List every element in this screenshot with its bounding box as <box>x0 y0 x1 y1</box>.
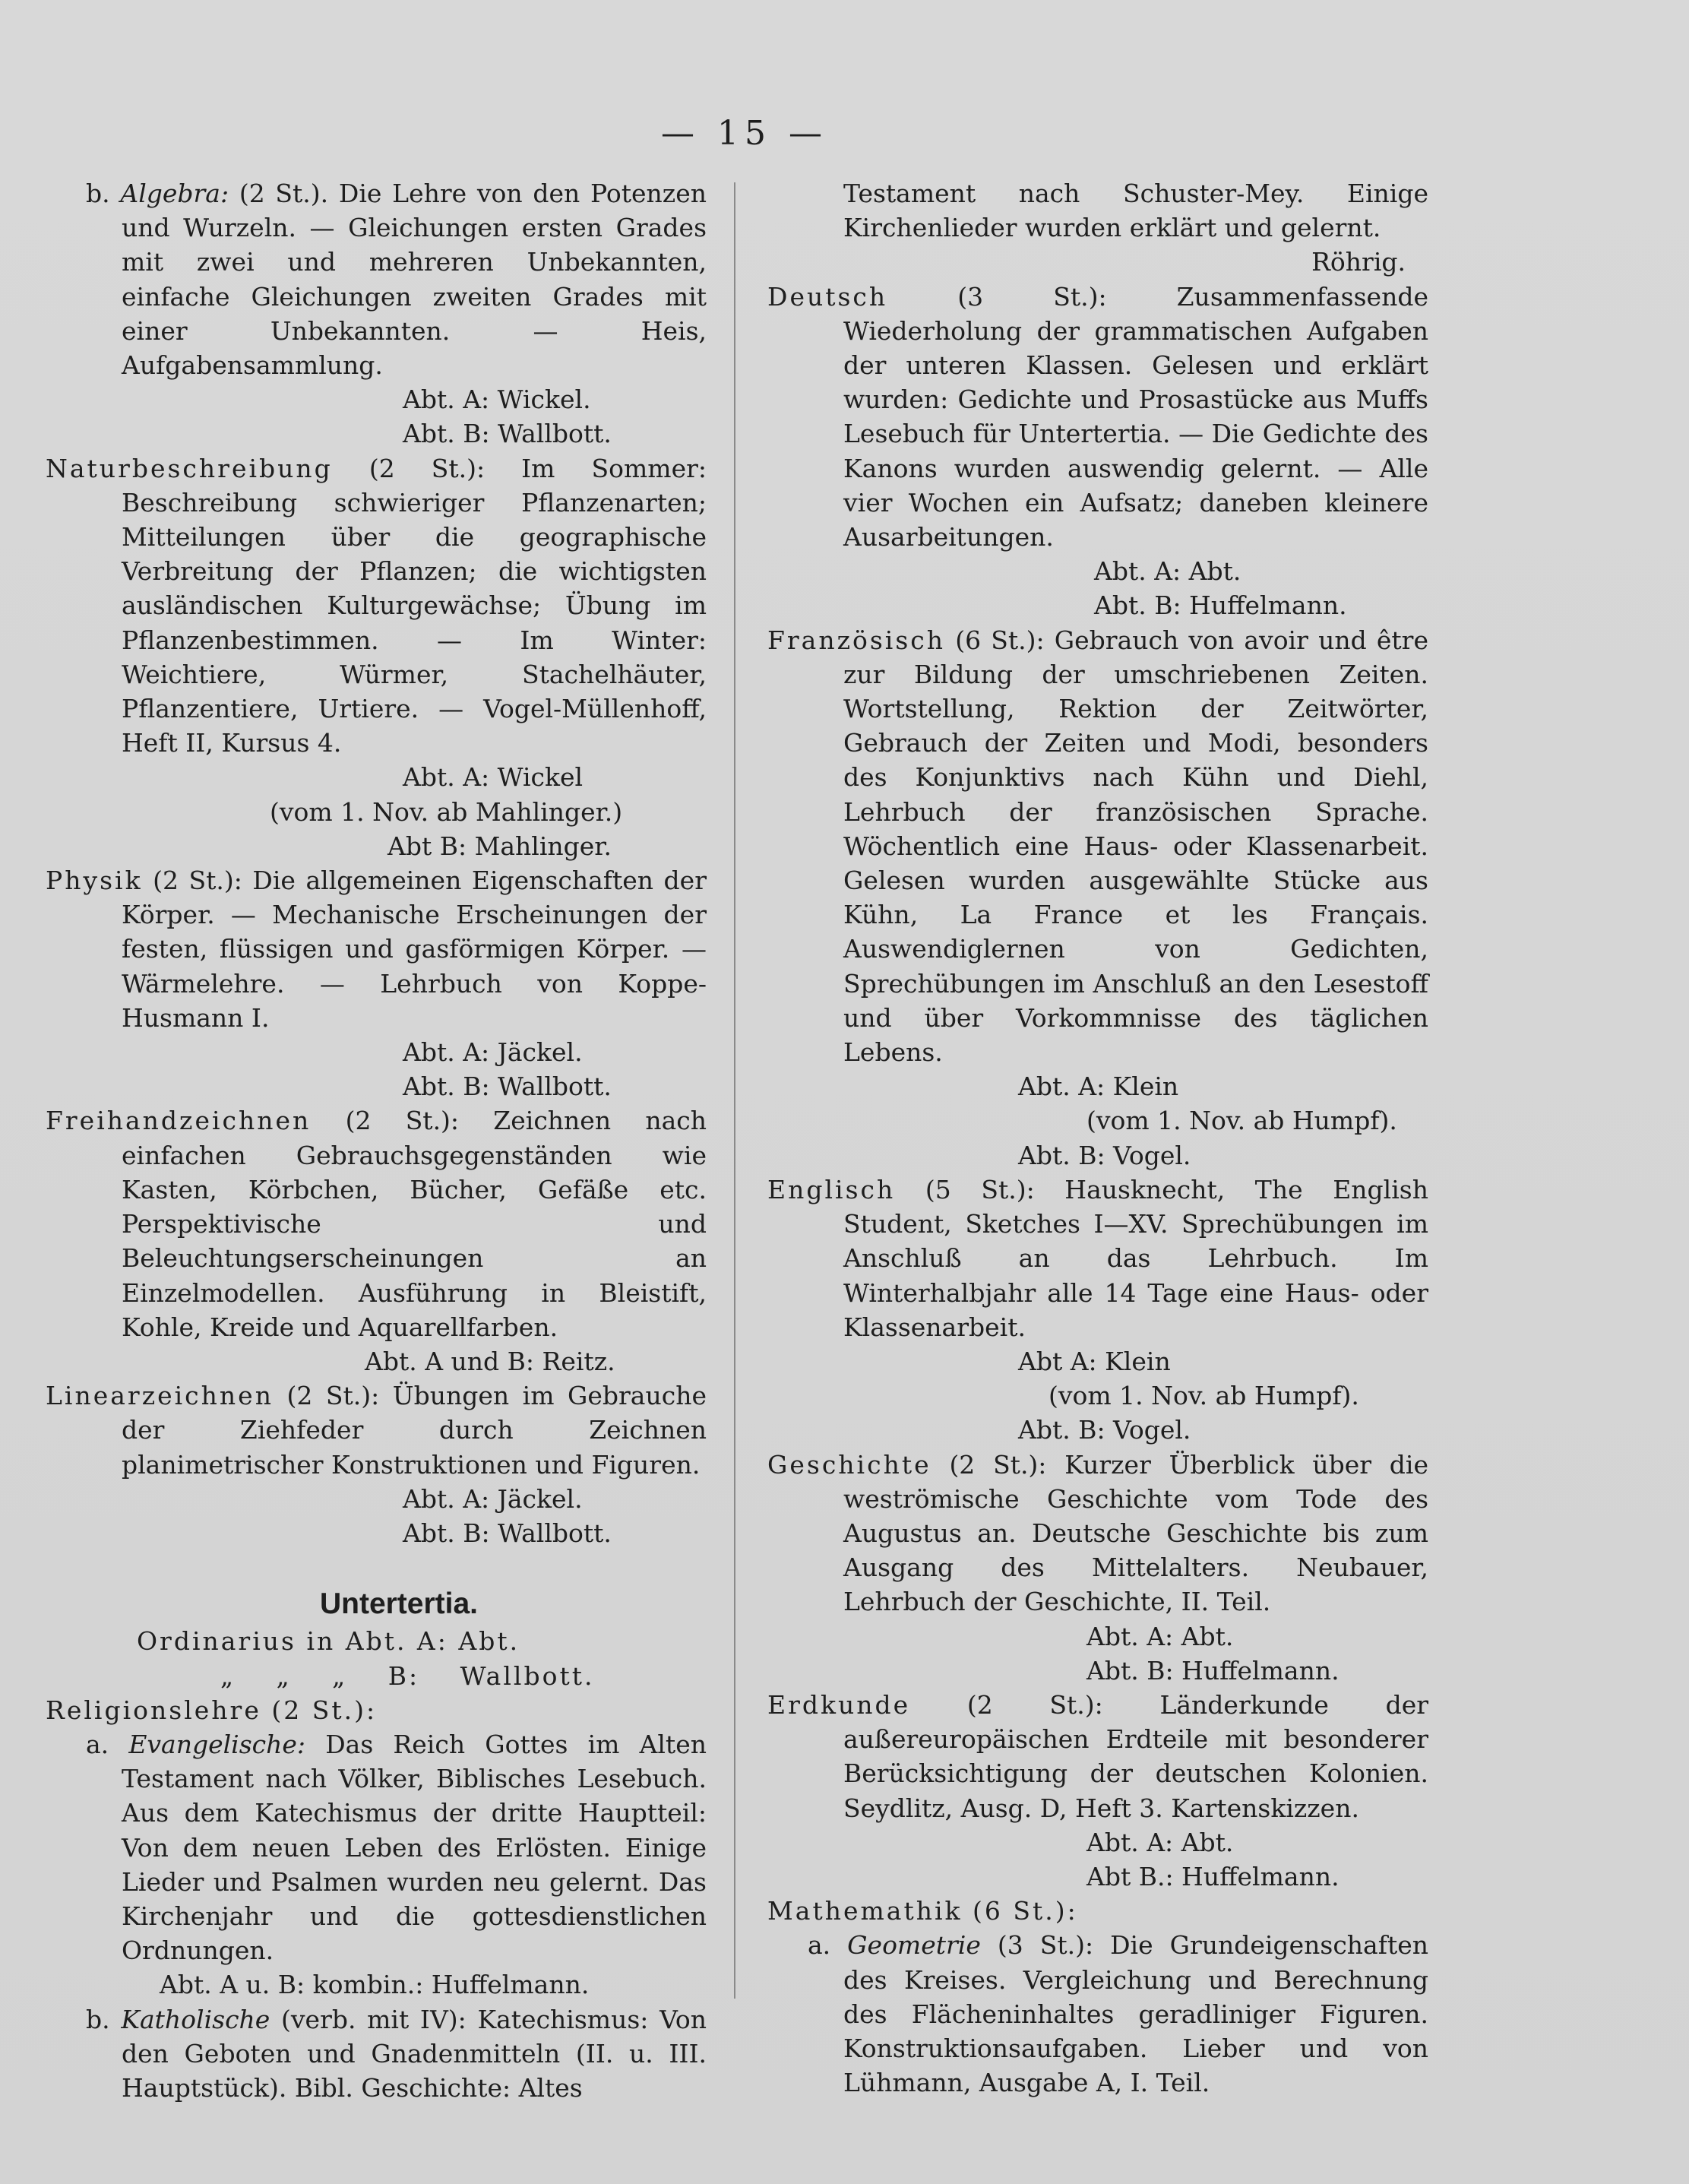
teacher-line: Abt. B: Huffelmann. <box>1094 590 1347 621</box>
teacher-line: Abt. A: Abt. <box>1094 556 1241 587</box>
teacher-line: Abt. A: Jäckel. <box>403 1037 583 1068</box>
teacher-line: Abt. B: Wallbott. <box>403 1071 612 1102</box>
teacher-line: Abt. B: Wallbott. <box>403 1518 612 1548</box>
subject-title: Geschichte <box>767 1449 931 1480</box>
physik-paragraph <box>46 863 707 1035</box>
franzoesisch-paragraph <box>767 623 1428 1070</box>
subject-title: Erdkunde <box>767 1689 911 1720</box>
section-heading: Untertertia. <box>319 1587 479 1621</box>
subject-label: Katholische <box>121 2004 270 2034</box>
teacher-line: Abt. A: Klein <box>1018 1071 1179 1102</box>
left-column <box>46 176 707 2105</box>
subject-label: Evangelische: <box>128 1729 306 1759</box>
paragraph-text: (2 St.): Die allgemeinen Eigenschaften der Körper. — Mechanische Erscheinungen der festen, flüssigen und gasförmigen Körper. — Wärmelehre. — Lehrbuch von Koppe-Husmann I. <box>122 866 707 1033</box>
item-marker: b. <box>86 2004 110 2034</box>
paragraph-text: (verb. mit IV): Katechismus: Von den Geboten und Gnadenmitteln (II. u. III. Hauptstück). Bibl. Geschichte: Altes <box>122 2004 707 2103</box>
paragraph-text: (2 St.): Zeichnen nach einfachen Gebrauchsgegenständen wie Kasten, Körbchen, Bücher, Gefäße etc. Perspektivische und Beleuchtungserscheinungen an Einzelmodellen. Ausführung in Bleistift, Kohle, Kreide und Aquarellfarben. <box>122 1106 707 1342</box>
subject-label: Geometrie <box>847 1930 981 1961</box>
englisch-paragraph <box>767 1173 1428 1344</box>
teacher-line: Abt. A u. B: kombin.: Huffelmann. <box>160 1970 590 2000</box>
algebra-paragraph <box>46 176 707 382</box>
teacher-line: Abt. A und B: Reitz. <box>365 1346 615 1376</box>
teacher-line: Abt. A: Jäckel. <box>403 1483 583 1514</box>
geometrie-paragraph <box>767 1928 1428 2100</box>
teacher-line: Abt. B: Vogel. <box>1018 1140 1191 1170</box>
teacher-line: Abt. A: Wickel. <box>403 385 591 415</box>
teacher-line: Abt. B: Wallbott. <box>403 419 612 449</box>
paragraph-text: (3 St.): Die Grundeigenschaften des Kreises. Vergleichung und Berechnung des Flächeninhaltes geradliniger Figuren. Konstruktionsaufgaben. Lieber und von Lühmann, Ausgabe A, I. Teil. <box>843 1930 1428 2098</box>
subject-title: Freihandzeichnen <box>46 1106 312 1136</box>
teacher-line: Abt B.: Huffelmann. <box>1086 1861 1339 1891</box>
freihandzeichnen-paragraph <box>46 1103 707 1344</box>
deutsch-paragraph <box>767 280 1428 555</box>
item-marker: b. <box>86 179 110 208</box>
paragraph-text: (2 St.): Länderkunde der außereuropäischen Erdteile mit besonderer Berücksichtigung der deutschen Kolonien. Seydlitz, Ausg. D, Heft 3. Kartenskizzen. <box>843 1689 1429 1823</box>
paragraph-text: Das Reich Gottes im Alten Testament nach Völker, Biblisches Lesebuch. Aus dem Katechismus der dritte Hauptteil: Von dem neuen Leben des Erlösten. Einige Lieder und Psalmen wurden neu gelernt. Das Kirchenjahr und die gottesdienstlichen Ordnungen. <box>122 1729 707 1966</box>
right-column <box>767 176 1428 2100</box>
teacher-line: Abt. B: Vogel. <box>1018 1415 1191 1445</box>
religion-continuation: Testament nach Schuster-Mey. Einige Kirchenlieder wurden erklärt und gelernt. <box>843 179 1428 243</box>
teacher-line: (vom 1. Nov. ab Mahlinger.) <box>270 796 623 827</box>
paragraph-text: (5 St.): Hausknecht, The English Student, Sketches I—XV. Sprechübungen im Anschluß an das Lehrbuch. Im Winterhalbjahr alle 14 Tage eine Haus- oder Klassenarbeit. <box>843 1174 1428 1342</box>
paragraph-text: (2 St.): Übungen im Gebrauche der Ziehfeder durch Zeichnen planimetrischer Konstruktionen und Figuren. <box>122 1381 707 1480</box>
subject-title: Französisch <box>767 625 946 655</box>
linearzeichnen-paragraph <box>46 1378 707 1482</box>
religion-evangelisch-paragraph <box>46 1727 707 1967</box>
teacher-line: Abt A: Klein <box>1018 1346 1171 1376</box>
teacher-line: Abt B: Mahlinger. <box>387 831 612 861</box>
paragraph-text: (3 St.): Zusammenfassende Wiederholung der grammatischen Aufgaben der unteren Klassen. Gelesen und erklärt wurden: Gedichte und Prosastücke aus Muffs Lesebuch für Untertertia. — Die Gedichte des Kanons wurden auswendig gelernt. — Alle vier Wochen ein Aufsatz; daneben kleinere Ausarbeitungen. <box>843 281 1428 552</box>
subject-title: Linearzeichnen <box>46 1381 274 1411</box>
paragraph-text: (2 St.): Kurzer Überblick über die weströmische Geschichte vom Tode des Augustus an. Deutsche Geschichte bis zum Ausgang des Mittelalters. Neubauer, Lehrbuch der Geschichte, II. Teil. <box>843 1449 1428 1617</box>
teacher-line: Röhrig. <box>1311 247 1406 277</box>
subject-title: Naturbeschreibung <box>46 453 333 483</box>
teacher-line: (vom 1. Nov. ab Humpf). <box>1049 1381 1359 1411</box>
ordinarius-line: „ „ „ B: Wallbott. <box>220 1660 595 1691</box>
teacher-line: (vom 1. Nov. ab Humpf). <box>1086 1106 1397 1136</box>
naturbeschreibung-paragraph <box>46 451 707 761</box>
religion-katholisch-paragraph <box>46 2002 707 2106</box>
item-marker: a. <box>86 1729 109 1759</box>
item-marker: a. <box>808 1930 831 1961</box>
ordinarius-line: Ordinarius in Abt. A: Abt. <box>137 1626 520 1657</box>
subject-title: Deutsch <box>767 281 888 312</box>
subject-title: Englisch <box>767 1174 896 1204</box>
religion-title: Religionslehre (2 St.): <box>46 1695 378 1725</box>
paragraph-text: (6 St.): Gebrauch von avoir und être zur Bildung der umschriebenen Zeiten. Wortstellung, Rektion der Zeitwörter, Gebrauch der Zeiten und Modi, besonders des Konjunktivs nach Kühn und Diehl, Lehrbuch der französischen Sprache. Wöchentlich eine Haus- oder Klassenarbeit. Gelesen wurden ausgewählte Stücke aus Kühn, La France et les Français. Auswendiglernen von Gedichten, Sprechübungen im Anschluß an den Lesestoff und über Vorkommnisse des täglichen Lebens. <box>843 625 1428 1068</box>
teacher-line: Abt. A: Abt. <box>1086 1827 1234 1857</box>
mathematik-title: Mathemathik (6 St.): <box>767 1896 1078 1926</box>
subject-title: Physik <box>46 866 143 896</box>
geschichte-paragraph <box>767 1448 1428 1619</box>
subject-label: Algebra: <box>120 179 229 208</box>
paragraph-text: (2 St.). Die Lehre von den Potenzen und Wurzeln. — Gleichungen ersten Grades mit zwei und mehreren Unbekannten, einfache Gleichungen zweiten Grades mit einer Unbekannten. — Heis, Aufgabensammlung. <box>122 179 707 381</box>
teacher-line: Abt. A: Wickel <box>403 762 584 793</box>
erdkunde-paragraph <box>767 1688 1428 1825</box>
column-divider <box>734 182 735 1999</box>
teacher-line: Abt. A: Abt. <box>1086 1621 1234 1651</box>
page-number: — 15 — <box>661 114 828 153</box>
paragraph-text: (2 St.): Im Sommer: Beschreibung schwieriger Pflanzenarten; Mitteilungen über die geographische Verbreitung der Pflanzen; die wichtigsten ausländischen Kulturgewächse; Übung im Pflanzenbestimmen. — Im Winter: Weichtiere, Würmer, Stachelhäuter, Pflanzentiere, Urtiere. — Vogel-Müllenhoff, Heft II, Kursus 4. <box>122 453 707 758</box>
teacher-line: Abt. B: Huffelmann. <box>1086 1655 1339 1685</box>
